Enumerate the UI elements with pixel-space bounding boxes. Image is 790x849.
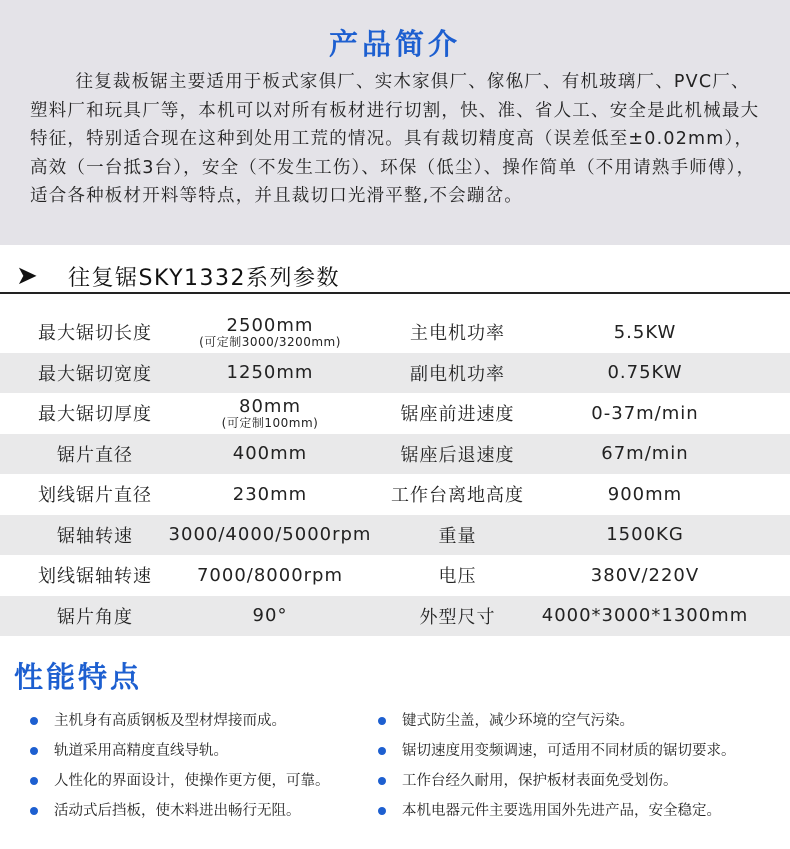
spec-row: [0, 474, 790, 515]
spec-label: 锯片角度: [57, 606, 133, 628]
feature-text: 锯切速度用变频调速，可适用不同材质的锯切要求。: [402, 743, 736, 759]
arrow-right-icon: ➤: [16, 261, 38, 291]
spec-label: 副电机功率: [410, 363, 505, 385]
spec-label: 主电机功率: [410, 323, 505, 345]
spec-value: 380V/220V: [590, 564, 700, 586]
list-item: [378, 708, 783, 738]
spec-value: 7000/8000rpm: [196, 564, 344, 586]
spec-label: 电压: [438, 566, 477, 588]
spec-row: [0, 596, 790, 637]
spec-title: 往复锯SKY1332系列参数: [68, 266, 341, 291]
spec-value: 4000*3000*1300mm: [541, 605, 749, 627]
spec-value: 0.75KW: [607, 362, 683, 384]
spec-row: [0, 555, 790, 596]
list-item: [30, 798, 375, 828]
spec-value: 3000/4000/5000rpm: [168, 524, 372, 546]
list-item: [30, 708, 375, 738]
spec-label: 锯片直径: [57, 444, 133, 466]
spec-value: 400mm: [232, 443, 308, 465]
spec-label: 锯轴转速: [57, 525, 133, 547]
features-list-right: [378, 708, 783, 828]
intro-text: 往复裁板锯主要适用于板式家俱厂、实木家俱厂、傢俬厂、有机玻璃厂、PVC厂、塑料厂和玩具厂等，本机可以对所有板材进行切割，快、准、省人工、安全是此机械最大特征，特别适合现在这种到处用工荒的情况。具有裁切精度高（误差低至±0.02mm），高效（一台抵3台），安全（不发生工伤）、环保（低尘）、操作简单（不用请熟手师傅），适合各种板材开料等特点，并且裁切口光滑平整,不会蹦岔。: [30, 72, 760, 206]
divider: [0, 292, 790, 294]
spec-row: [0, 434, 790, 475]
list-item: [30, 738, 375, 768]
spec-value: [175, 393, 365, 434]
spec-table: [0, 312, 790, 636]
spec-label: 最大锯切长度: [38, 323, 152, 345]
spec-label: 划线锯片直径: [38, 485, 152, 507]
feature-text: 键式防尘盖，减少环境的空气污染。: [402, 713, 634, 729]
spec-label: 工作台离地高度: [391, 485, 524, 507]
spec-value-note: (可定制100mm): [221, 415, 319, 430]
feature-text: 活动式后挡板，使木料进出畅行无阻。: [54, 803, 301, 819]
spec-value: 1500KG: [606, 524, 684, 546]
spec-value: 1250mm: [226, 362, 314, 384]
feature-text: 轨道采用高精度直线导轨。: [54, 743, 228, 759]
bullet-dot-icon: [30, 777, 38, 785]
features-list-left: [30, 708, 375, 828]
spec-label: 重量: [438, 525, 477, 547]
spec-value: 0-37m/min: [591, 402, 699, 424]
bullet-dot-icon: [30, 747, 38, 755]
spec-label: 锯座后退速度: [400, 444, 515, 466]
list-item: [378, 738, 783, 768]
feature-text: 本机电器元件主要选用国外先进产品，安全稳定。: [402, 803, 721, 819]
feature-text: 工作台经久耐用，保护板材表面免受划伤。: [402, 773, 678, 789]
spec-label: 划线锯轴转速: [38, 566, 152, 588]
feature-text: 人性化的界面设计，使操作更方便，可靠。: [54, 773, 330, 789]
spec-value: [175, 312, 365, 353]
spec-value: 90°: [252, 605, 288, 627]
spec-label: 最大锯切厚度: [38, 404, 152, 426]
spec-row: [0, 393, 790, 434]
spec-value-main: 80mm: [239, 395, 301, 417]
bullet-dot-icon: [30, 807, 38, 815]
spec-label: 外型尺寸: [419, 606, 496, 628]
bullet-dot-icon: [378, 807, 386, 815]
intro-title: 产品简介: [328, 27, 461, 61]
spec-row: [0, 353, 790, 394]
spec-label: 最大锯切宽度: [38, 363, 152, 385]
spec-row: [0, 515, 790, 556]
list-item: [378, 768, 783, 798]
spec-label: 锯座前进速度: [400, 404, 515, 426]
spec-header: [0, 258, 790, 294]
spec-value: 900mm: [607, 483, 683, 505]
spec-row: [0, 312, 790, 353]
bullet-dot-icon: [30, 717, 38, 725]
spec-value-note: (可定制3000/3200mm): [199, 334, 341, 349]
features-title: 性能特点: [14, 660, 143, 694]
bullet-dot-icon: [378, 747, 386, 755]
bullet-dot-icon: [378, 777, 386, 785]
bullet-dot-icon: [378, 717, 386, 725]
list-item: [378, 798, 783, 828]
spec-value: 230mm: [232, 483, 308, 505]
spec-value: 67m/min: [601, 443, 689, 465]
intro-section: [0, 0, 790, 245]
spec-value-main: 2500mm: [226, 314, 314, 336]
feature-text: 主机身有高质钢板及型材焊接而成。: [54, 713, 286, 729]
spec-value: 5.5KW: [613, 321, 677, 343]
list-item: [30, 768, 375, 798]
